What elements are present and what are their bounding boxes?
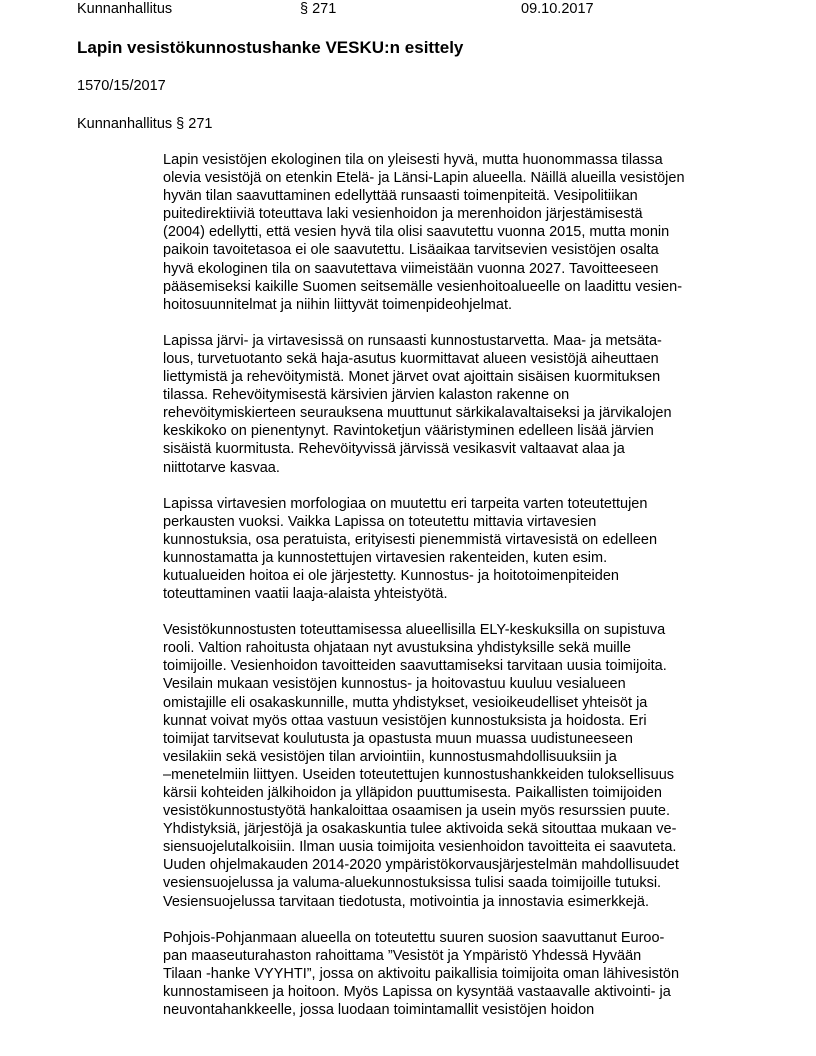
paragraph-line: Vesistökunnostusten toteuttamisessa alueellisilla ELY-keskuksilla on supistuva [163,622,666,639]
paragraph-line: –menetelmiin liittyen. Useiden toteutettujen kunnostushankkeiden tuloksellisuus [163,766,675,783]
paragraph-line: olevia vesistöjä on etenkin Etelä- ja Länsi-Lapin alueella. Näillä alueilla vesistöjen [163,170,685,187]
paragraph-line: rooli. Valtion rahoitusta ohjataan nyt avustuksina yhdistyksille sekä muille [163,640,632,657]
paragraph-line: sisäistä kuormitusta. Rehevöityvissä järvissä vesikasvit valtaavat alaa ja [163,441,625,458]
paragraph-line: kunnat voivat myös ottaa vastuun vesistöjen kunnostuksista ja hoidosta. Eri [163,712,647,729]
paragraph-line: paikoin tavoitetasoa ei ole saavutettu. Lisäaikaa tarvitsevien vesistöjen osalta [163,242,659,259]
paragraph-line: kunnostuksia, osa peratuista, erityisesti pienemmistä virtavesistä on edelleen [163,531,658,548]
body-paragraph [163,332,763,477]
paragraph-line: kunnostamatta ja kunnostettujen virtavesien rakenteiden, kuten esim. [163,549,608,566]
paragraph-line: vesiensuojelussa ja valuma-aluekunnostuksissa tulisi saada toimijoille tutuksi. [163,875,662,892]
paragraph-line: toimijoille. Vesienhoidon tavoitteiden saavuttamiseksi tarvitaan uusia toimijoita. [163,658,667,675]
paragraph-line: Lapissa virtavesien morfologiaa on muutettu eri tarpeita varten toteutettujen [163,495,648,512]
paragraph-line: perkausten vuoksi. Vaikka Lapissa on toteutettu mittavia virtavesien [163,513,597,530]
body-paragraph [163,151,763,314]
paragraph-line: Yhdistyksiä, järjestöjä ja osakaskuntia tulee aktivoida sekä sitouttaa mukaan ve- [163,821,677,838]
paragraph-line: kunnostamiseen ja hoitoon. Myös Lapissa on kysyntää vastaavalle aktivointi- ja [163,983,671,1000]
paragraph-line: Vesilain mukaan vesistöjen kunnostus- ja hoitovastuu kuuluu vesialueen [163,676,626,693]
paragraph-line: (2004) edellytti, että vesien hyvä tila olisi saavutettu vuonna 2015, mutta monin [163,224,670,241]
paragraph-line: neuvontahankkeelle, jossa luodaan toimintamallit vesistöjen hoidon [163,1002,595,1019]
body-paragraph [163,929,763,1019]
paragraph-line: omistajille eli osakaskunnille, mutta yhdistykset, vesioikeudelliset yhteisöt ja [163,694,648,711]
header-body-name: Kunnanhallitus [77,1,173,17]
paragraph-line: pan maaseuturahaston rahoittama ”Vesistöt ja Ympäristö Yhdessä Hyvään [163,947,642,964]
paragraph-line: rehevöitymiskierteen seurauksena muuttunut särkikalavaltaiseksi ja järvikalojen [163,405,672,422]
paragraph-line: vesistökunnostustyötä hankaloittaa osaamisen ja usein myös resurssien puute. [163,803,670,820]
paragraph-line: toteuttaminen vaatii laaja-alaista yhteistyötä. [163,586,448,603]
paragraph-line: hoitosuunnitelmat ja niihin liittyvät toimenpideohjelmat. [163,296,512,313]
paragraph-line: Lapin vesistöjen ekologinen tila on yleisesti hyvä, mutta huonommassa tilassa [163,152,663,168]
body-paragraph [163,495,763,604]
paragraph-line: Pohjois-Pohjanmaan alueella on toteutettu suuren suosion saavuttanut Euroo- [163,929,665,946]
diary-number: 1570/15/2017 [77,78,166,94]
paragraph-line: puitedirektiiviä toteuttava laki vesienhoidon ja merenhoidon järjestämisestä [163,206,643,223]
paragraph-line: kärsii kohteiden jälkihoidon ja ylläpidon puuttumisesta. Paikallisten toimijoiden [163,785,662,801]
body-paragraph [163,621,763,911]
body-text [163,151,763,1037]
section-reference: Kunnanhallitus § 271 [77,116,213,132]
paragraph-line: lous, turvetuotanto sekä haja-asutus kuormittavat alueen vesistöjä aiheuttaen [163,350,659,367]
header-section-number: § 271 [300,1,337,17]
paragraph-line: pääsemiseksi kaikille Suomen seitsemälle vesienhoitoalueelle on laadittu vesien- [163,278,683,295]
header-date: 09.10.2017 [521,1,594,17]
paragraph-line: keskikoko on pienentynyt. Ravintoketjun vääristyminen edelleen lisää järvien [163,423,654,440]
paragraph-line: hyvä ekologinen tila on saavutettava viimeistään vuonna 2027. Tavoitteeseen [163,260,659,277]
document-title: Lapin vesistökunnostushanke VESKU:n esittely [77,38,464,57]
paragraph-line: Uuden ohjelmakauden 2014-2020 ympäristökorvausjärjestelmän mahdollisuudet [163,857,679,874]
paragraph-line: Vesiensuojelussa tarvitaan tiedotusta, motivointia ja innostavia esimerkkejä. [163,893,650,910]
paragraph-line: toimijat tarvitsevat koulutusta ja opastusta muun muassa uudistuneeseen [163,730,633,747]
paragraph-line: kutualueiden hoitoa ei ole järjestetty. Kunnostus- ja hoitotoimenpiteiden [163,567,619,584]
paragraph-line: vesilakiin sekä vesistöjen tilan arviointiin, kunnostusmahdollisuuksiin ja [163,748,617,765]
paragraph-line: liettymistä ja rehevöitymistä. Monet järvet ovat ajoittain sisäisen kuormituksen [163,369,661,386]
paragraph-line: siensuojelutalkoisiin. Ilman uusia toimijoita vesienhoidon tavoitteita ei saavuteta. [163,839,677,856]
paragraph-line: tilassa. Rehevöitymisestä kärsivien järvien kalaston rakenne on [163,387,570,404]
paragraph-line: niittotarve kasvaa. [163,459,280,476]
paragraph-line: Tilaan -hanke VYYHTI”, jossa on aktivoitu paikallisia toimijoita oman lähivesistön [163,965,680,982]
paragraph-line: Lapissa järvi- ja virtavesissä on runsaasti kunnostustarvetta. Maa- ja metsäta- [163,332,662,349]
paragraph-line: hyvän tilan saavuttaminen edellyttää runsaasti toimenpiteitä. Vesipolitiikan [163,188,638,205]
